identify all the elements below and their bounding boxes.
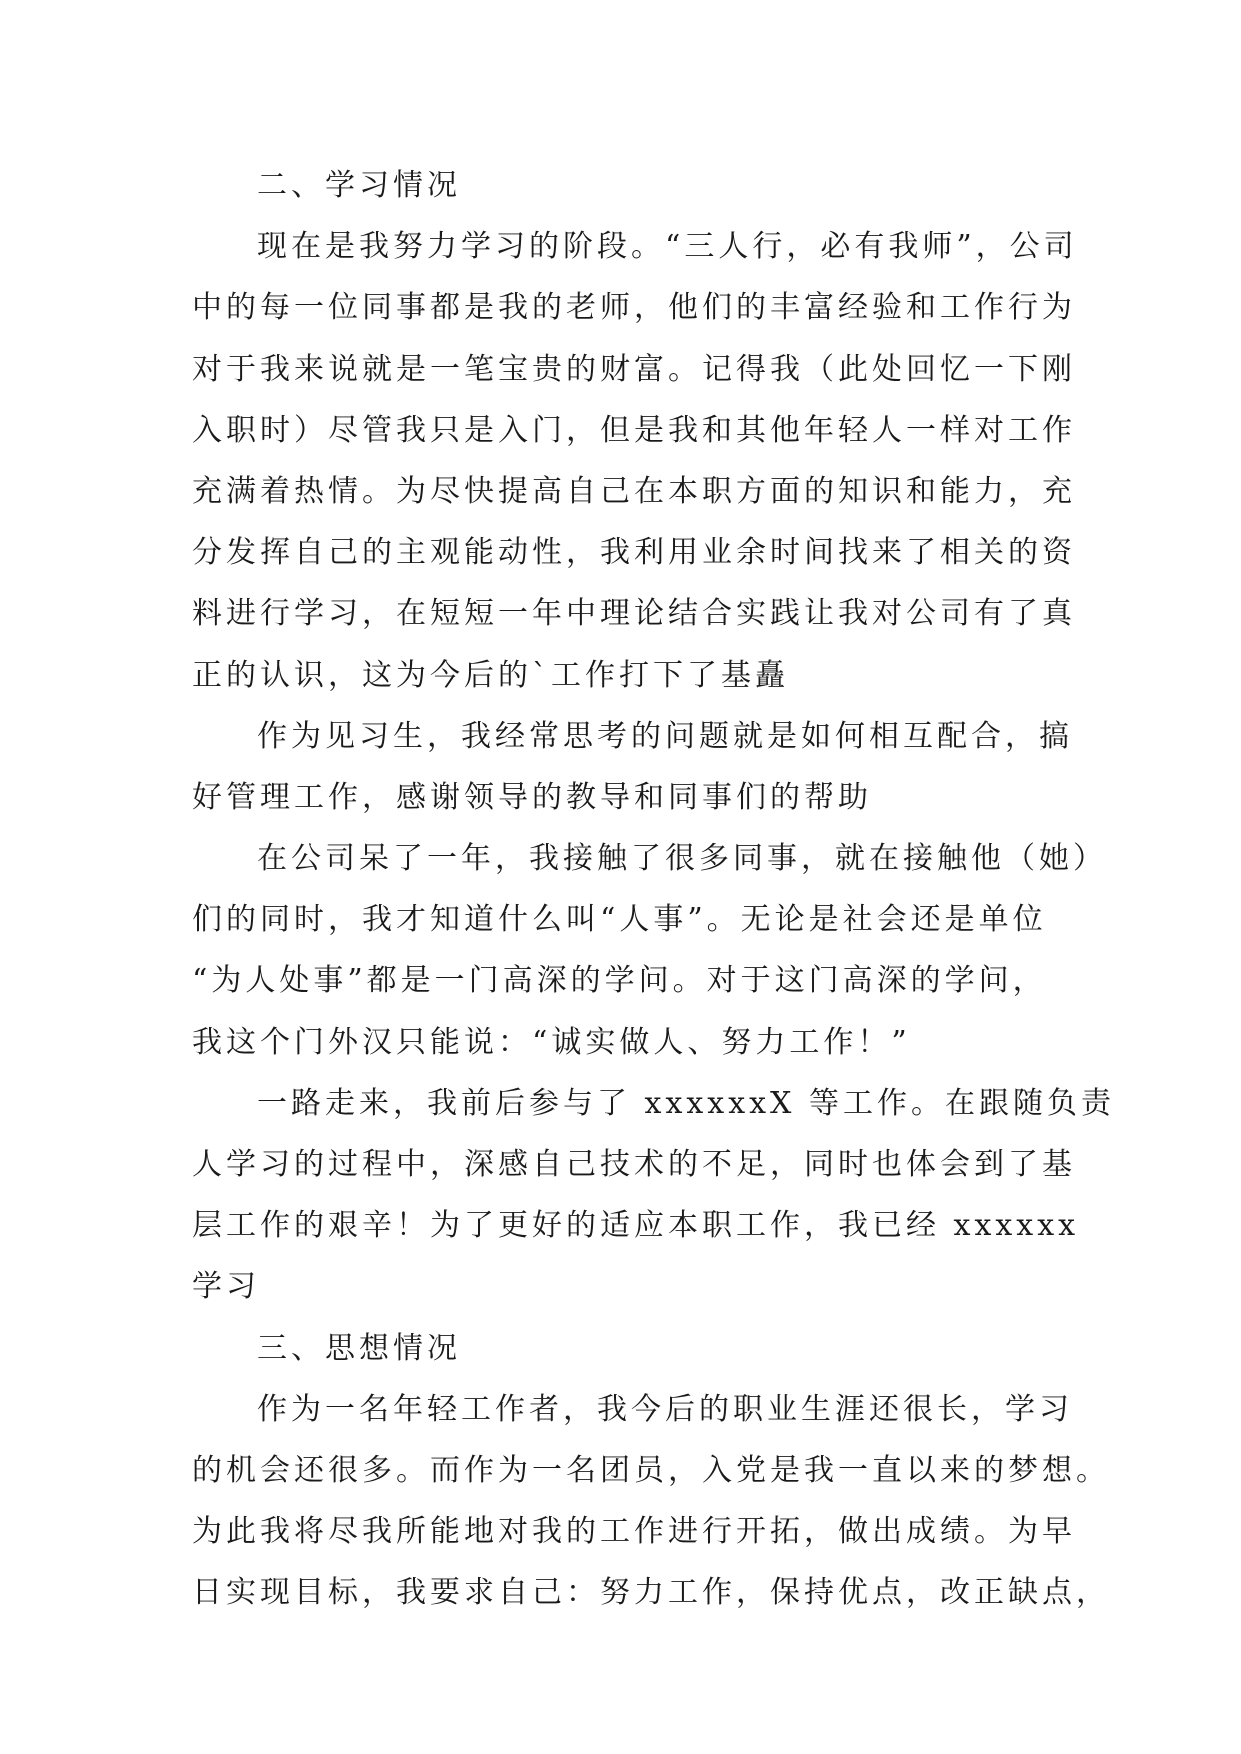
paragraph-line: 我这个门外汉只能说：“诚实做人、努力工作！” (192, 1024, 911, 1060)
paragraph-line: 对于我来说就是一笔宝贵的财富。记得我（此处回忆一下刚 (192, 351, 1076, 387)
paragraph-line: 正的认识，这为今后的`工作打下了基矗 (192, 657, 789, 693)
paragraph-line: 在公司呆了一年，我接触了很多同事，就在接触他（她） (257, 841, 1107, 877)
paragraph-line: 作为见习生，我经常思考的问题就是如何相互配合，搞 (257, 718, 1073, 754)
paragraph-line: 入职时）尽管我只是入门，但是我和其他年轻人一样对工作 (192, 412, 1076, 448)
paragraph-line: 人学习的过程中，深感自己技术的不足，同时也体会到了基 (192, 1147, 1076, 1182)
document-body (192, 155, 1115, 1624)
section-heading-thought: 三、思想情况 (257, 1330, 461, 1366)
paragraph-line: 料进行学习，在短短一年中理论结合实践让我对公司有了真 (192, 596, 1076, 632)
paragraph-line: 为此我将尽我所能地对我的工作进行开拓，做出成绩。为早 (192, 1514, 1076, 1550)
paragraph-line: 们的同时，我才知道什么叫“人事”。无论是社会还是单位 (192, 902, 1047, 938)
paragraph-line: 充满着热情。为尽快提高自己在本职方面的知识和能力，充 (192, 473, 1076, 509)
paragraph-line: 学习 (192, 1269, 260, 1305)
paragraph-line: 日实现目标，我要求自己：努力工作，保持优点，改正缺点， (192, 1575, 1110, 1611)
paragraph-line: 分发挥自己的主观能动性，我利用业余时间找来了相关的资 (192, 535, 1076, 571)
paragraph-line: 一路走来，我前后参与了 xxxxxxX 等工作。在跟随负责 (257, 1085, 1115, 1121)
paragraph-line: 中的每一位同事都是我的老师，他们的丰富经验和工作行为 (192, 290, 1076, 326)
paragraph-line: 现在是我努力学习的阶段。“三人行，必有我师”，公司 (257, 229, 1078, 265)
paragraph-line: 作为一名年轻工作者，我今后的职业生涯还很长，学习 (257, 1391, 1073, 1427)
paragraph-line: 层工作的艰辛！为了更好的适应本职工作，我已经 xxxxxx (192, 1208, 1080, 1244)
paragraph-line: 好管理工作，感谢领导的教导和同事们的帮助 (192, 779, 872, 815)
section-heading-study: 二、学习情况 (257, 168, 461, 203)
paragraph-line: “为人处事”都是一门高深的学问。对于这门高深的学问， (192, 963, 1047, 999)
paragraph-line: 的机会还很多。而作为一名团员，入党是我一直以来的梦想。 (192, 1452, 1110, 1488)
